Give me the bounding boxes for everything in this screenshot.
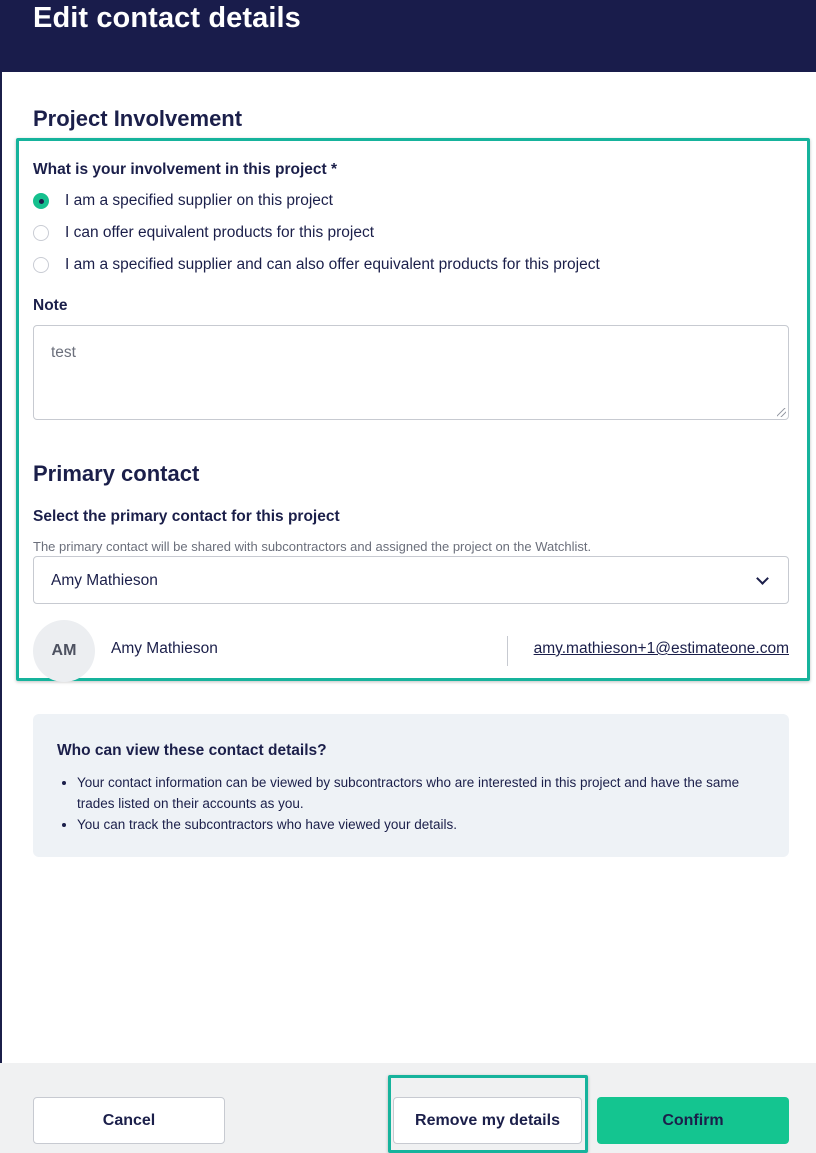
- primary-contact-title: Primary contact: [33, 461, 200, 486]
- radio-option-label: I am a specified supplier and can also offer equivalent products for this project: [65, 256, 600, 273]
- select-value: Amy Mathieson: [51, 572, 158, 589]
- avatar-initials: AM: [51, 642, 77, 659]
- contact-name: Amy Mathieson: [111, 640, 218, 657]
- contact-email-link[interactable]: amy.mathieson+1@estimateone.com: [533, 640, 789, 657]
- project-involvement-title: Project Involvement: [33, 106, 243, 131]
- radio-unchecked-icon[interactable]: [33, 225, 49, 241]
- visibility-info-box: [33, 714, 789, 857]
- chevron-down-icon: [756, 572, 769, 585]
- avatar: [33, 620, 95, 682]
- info-bullet: • Your contact information can be viewed by subcontractors who are interested in this project and have the same trades listed on their accounts as you.: [77, 772, 777, 814]
- primary-contact-helper: The primary contact will be shared with subcontractors and assigned the project on the Watchlist.: [33, 539, 592, 554]
- remove-details-button[interactable]: Remove my details: [393, 1097, 582, 1144]
- info-list: [77, 772, 777, 835]
- cancel-button[interactable]: Cancel: [33, 1097, 225, 1144]
- note-textarea[interactable]: [33, 325, 789, 420]
- primary-contact-select[interactable]: [33, 556, 789, 604]
- radio-option-specified-supplier[interactable]: [33, 190, 333, 212]
- note-text: test: [51, 344, 76, 361]
- modal-header: [0, 0, 816, 72]
- radio-checked-icon[interactable]: [33, 193, 49, 209]
- page-edge: [0, 0, 2, 1153]
- radio-option-label: I can offer equivalent products for this project: [65, 224, 375, 241]
- confirm-button[interactable]: Confirm: [597, 1097, 789, 1144]
- radio-option-label: I am a specified supplier on this project: [65, 192, 333, 209]
- contact-divider: [507, 636, 508, 666]
- radio-option-both[interactable]: [33, 254, 600, 276]
- info-bullet: • You can track the subcontractors who have viewed your details.: [77, 814, 777, 835]
- radio-option-equivalent-products[interactable]: [33, 222, 374, 244]
- primary-contact-select-label: Select the primary contact for this project: [33, 508, 340, 525]
- note-label: Note: [33, 297, 68, 314]
- radio-unchecked-icon[interactable]: [33, 257, 49, 273]
- modal-title: Edit contact details: [33, 2, 301, 34]
- resize-grip-icon[interactable]: [777, 408, 786, 417]
- info-title: Who can view these contact details?: [57, 742, 327, 759]
- involvement-question-label: What is your involvement in this project *: [33, 161, 338, 178]
